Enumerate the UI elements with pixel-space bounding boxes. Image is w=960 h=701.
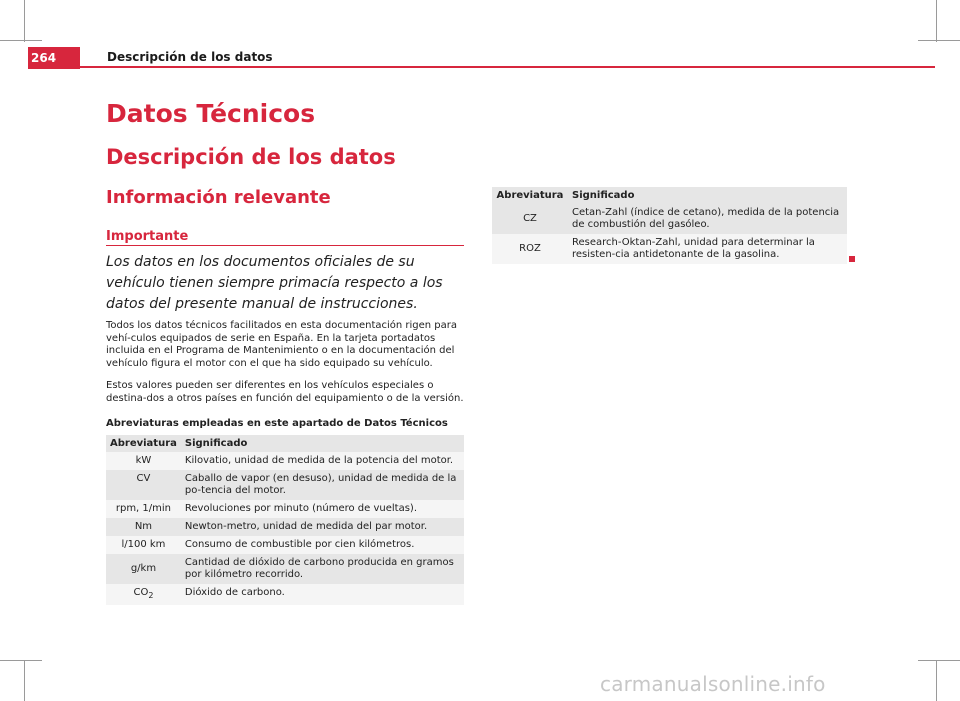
meaning-cell: Cetan-Zahl (índice de cetano), medida de la potencia de combustión del gasóleo. bbox=[568, 204, 847, 234]
important-text: Los datos en los documentos oficiales de su vehículo tienen siempre primacía respecto a los datos del presente manual de instrucciones. bbox=[106, 254, 443, 312]
table-row bbox=[106, 500, 464, 518]
table-row bbox=[106, 554, 464, 584]
body-paragraph: Estos valores pueden ser diferentes en los vehículos especiales o destina-dos a otros países en función del equipamiento o de la versión. bbox=[106, 380, 464, 404]
meaning-cell: Revoluciones por minuto (número de vueltas). bbox=[181, 500, 464, 518]
important-rule bbox=[106, 245, 464, 246]
table-row bbox=[106, 452, 464, 470]
table-row bbox=[106, 584, 464, 605]
abbreviation-cell: l/100 km bbox=[106, 536, 181, 554]
body-paragraph: Todos los datos técnicos facilitados en esta documentación rigen para vehí-culos equipados de serie en España. En la tarjeta portadatos incluida en el Programa de Mantenimiento o en la documentación del vehículo figura el motor con el que ha sido equipado su vehículo. bbox=[106, 320, 458, 369]
abbreviation-cell: kW bbox=[106, 452, 181, 470]
crop-mark bbox=[936, 660, 937, 701]
co2-label: CO bbox=[133, 587, 149, 598]
abbreviation-cell: ROZ bbox=[492, 234, 568, 264]
crop-mark bbox=[0, 40, 42, 41]
abbreviations-table-continued bbox=[492, 187, 847, 264]
abbreviation-cell: Nm bbox=[106, 518, 181, 536]
table-row bbox=[492, 234, 847, 264]
table-row bbox=[106, 536, 464, 554]
meaning-cell: Caballo de vapor (en desuso), unidad de medida de la po-tencia del motor. bbox=[181, 470, 464, 500]
table-row bbox=[106, 470, 464, 500]
table-row bbox=[106, 518, 464, 536]
abbreviation-cell: g/km bbox=[106, 554, 181, 584]
section-end-mark bbox=[849, 256, 855, 262]
meaning-cell: Consumo de combustible por cien kilómetros. bbox=[181, 536, 464, 554]
crop-mark bbox=[918, 660, 960, 661]
crop-mark bbox=[918, 40, 960, 41]
abbreviation-cell: CZ bbox=[492, 204, 568, 234]
important-title: Importante bbox=[106, 229, 189, 244]
abbreviation-cell: rpm, 1/min bbox=[106, 500, 181, 518]
abbreviation-cell: CV bbox=[106, 470, 181, 500]
meaning-cell: Dióxido de carbono. bbox=[181, 584, 464, 605]
column-header: Significado bbox=[568, 187, 847, 204]
table-caption: Abreviaturas empleadas en este apartado de Datos Técnicos bbox=[106, 418, 448, 429]
meaning-cell: Kilovatio, unidad de medida de la potencia del motor. bbox=[181, 452, 464, 470]
header-rule bbox=[80, 66, 935, 68]
column-header: Abreviatura bbox=[492, 187, 568, 204]
column-header: Abreviatura bbox=[106, 435, 181, 452]
table-row bbox=[492, 204, 847, 234]
subsection-title: Información relevante bbox=[106, 187, 331, 208]
crop-mark bbox=[936, 0, 937, 42]
meaning-cell: Newton-metro, unidad de medida del par motor. bbox=[181, 518, 464, 536]
section-title: Descripción de los datos bbox=[106, 145, 396, 169]
abbreviation-cell bbox=[106, 584, 181, 605]
column-header: Significado bbox=[181, 435, 464, 452]
running-header: Descripción de los datos bbox=[107, 50, 273, 64]
crop-mark bbox=[24, 660, 25, 701]
crop-mark bbox=[0, 660, 42, 661]
crop-mark bbox=[24, 0, 25, 42]
meaning-cell: Cantidad de dióxido de carbono producida en gramos por kilómetro recorrido. bbox=[181, 554, 464, 584]
watermark: carmanualsonline.info bbox=[600, 672, 826, 696]
abbreviations-table bbox=[106, 435, 464, 605]
meaning-cell: Research-Oktan-Zahl, unidad para determinar la resisten-cia antidetonante de la gasolina. bbox=[568, 234, 847, 264]
chapter-title: Datos Técnicos bbox=[106, 99, 316, 128]
co2-subscript: 2 bbox=[148, 591, 154, 600]
table-header-row bbox=[106, 435, 464, 452]
page-number: 264 bbox=[28, 47, 80, 69]
table-header-row bbox=[492, 187, 847, 204]
